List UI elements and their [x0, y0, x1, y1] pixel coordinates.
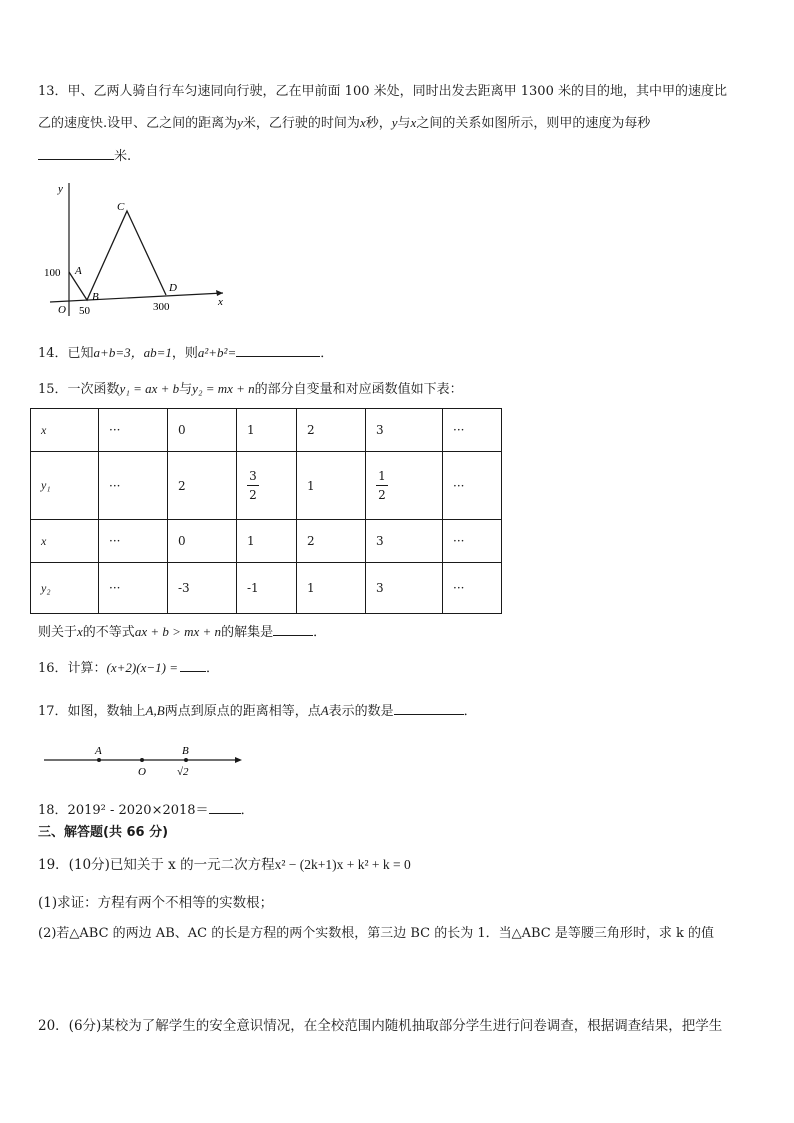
q19-part1: (1)求证：方程有两个不相等的实数根；	[38, 895, 274, 911]
table-cell	[237, 452, 297, 520]
q15-after-end: ．	[313, 625, 327, 640]
label-sqrt2: √2	[177, 766, 189, 778]
q15-line	[38, 379, 463, 400]
q14-cond1: a+b=3，	[93, 345, 144, 360]
table-cell: 1	[237, 520, 297, 563]
q19-prefix: 19．(10分)已知关于 x 的一元二次方程	[38, 857, 275, 873]
q19-part2: (2)若△ABC 的两边 AB、AC 的长是方程的两个实数根，第三边 BC 的长为 1．当△ABC 是等腰三角形时，求 k 的值	[38, 926, 715, 941]
table-cell: -3	[168, 563, 237, 614]
q13-text-f: 米.	[114, 149, 132, 164]
table-cell: ···	[443, 563, 502, 614]
table-cell: 3	[366, 520, 443, 563]
x-axis-line	[50, 293, 223, 302]
q15-table	[30, 408, 502, 614]
table-cell: ···	[99, 563, 168, 614]
label-A: A	[75, 265, 82, 277]
answer-blank[interactable]	[38, 145, 114, 160]
q15-suffix: 的部分自变量和对应函数值如下表：	[254, 382, 463, 397]
table-cell: ···	[443, 452, 502, 520]
answer-blank[interactable]	[180, 657, 206, 672]
q13-graph	[38, 180, 238, 320]
point-A	[97, 758, 101, 762]
table-cell: 0	[168, 520, 237, 563]
q13-text-e: 之间的关系如图所示，则甲的速度为每秒	[416, 116, 651, 131]
fraction-1-2: $\frac{1}{2}$	[376, 469, 388, 502]
q19-equation: x² − (2k+1)x + k² + k = 0	[274, 857, 411, 872]
q15-f1: y₁ = ax + b	[119, 381, 180, 396]
label-x-axis: x	[218, 296, 223, 308]
q13-text-d: 与	[397, 116, 411, 131]
q18-end: ．	[240, 803, 254, 818]
q13-line1: 13．甲、乙两人骑自行车匀速同向行驶，乙在甲前面 100 米处，同时出发去距离甲 1300 米的目的地，其中甲的速度比	[38, 84, 727, 99]
q13-text-b: 米，乙行驶的时间为	[242, 116, 360, 131]
table-row	[31, 520, 502, 563]
q15-after-x: x	[77, 624, 83, 639]
q14-prefix: 14．已知	[38, 346, 94, 361]
table-cell: 0	[168, 409, 237, 452]
number-line-arrow	[235, 757, 242, 763]
table-row	[31, 563, 502, 614]
q16-end: ．	[205, 661, 219, 676]
label-y-axis: y	[58, 183, 63, 195]
q17-mid: 两点到原点的距离相等，点	[164, 704, 321, 719]
table-cell: ···	[443, 409, 502, 452]
q15-after-c: 的解集是	[221, 625, 274, 640]
q17-number-line	[40, 740, 250, 780]
point-B	[184, 758, 188, 762]
q13-text-c: 秒，	[365, 116, 392, 131]
q17-line	[38, 700, 477, 722]
q14-end: ．	[320, 346, 334, 361]
q19-line	[38, 855, 411, 875]
q17-pts: A,B	[145, 703, 165, 718]
q13-text-a: 乙的速度快.设甲、乙之间的距离为	[38, 116, 238, 131]
q16-prefix: 16．计算：	[38, 661, 107, 676]
answer-blank[interactable]	[209, 799, 241, 814]
label-O: O	[138, 766, 146, 778]
answer-blank[interactable]	[394, 700, 464, 715]
q17-A: A	[320, 703, 329, 718]
label-C: C	[117, 201, 125, 213]
table-cell: x	[31, 520, 99, 563]
table-cell: 2	[168, 452, 237, 520]
label-300: 300	[153, 301, 170, 313]
fraction-3-2: $\frac{3}{2}$	[247, 469, 259, 502]
q15-ineq: ax + b > mx + n	[134, 624, 222, 639]
q15-after-b: 的不等式	[82, 625, 135, 640]
table-row	[31, 409, 502, 452]
q15-prefix: 15．一次函数	[38, 382, 120, 397]
q18-line	[38, 799, 254, 821]
answer-blank[interactable]	[273, 621, 313, 636]
table-cell: ···	[443, 520, 502, 563]
q16-line	[38, 657, 219, 679]
table-cell: 1	[237, 409, 297, 452]
q14-line	[38, 342, 333, 364]
q15-after-a: 则关于	[38, 625, 78, 640]
label-D: D	[169, 282, 177, 294]
table-cell	[366, 452, 443, 520]
table-cell: ···	[99, 452, 168, 520]
var-y: y	[237, 115, 243, 130]
label-A: A	[95, 745, 102, 757]
table-cell: y₂	[31, 563, 99, 614]
table-cell: ···	[99, 409, 168, 452]
answer-blank[interactable]	[236, 342, 320, 357]
q20-line: 20．(6分)某校为了解学生的安全意识情况，在全校范围内随机抽取部分学生进行问卷调查，根据调查结果，把学生	[38, 1018, 723, 1034]
q14-mid: ，则	[171, 346, 198, 361]
table-cell: 1	[297, 452, 366, 520]
var-x: x	[359, 115, 366, 130]
point-O	[140, 758, 144, 762]
graph-polyline	[69, 211, 166, 300]
var-y-2: y	[391, 115, 398, 130]
table-row	[31, 452, 502, 520]
q14-cond2: ab=1	[143, 345, 172, 360]
table-cell: 2	[297, 409, 366, 452]
q17-end: ．	[463, 704, 477, 719]
table-cell: ···	[99, 520, 168, 563]
table-cell: 2	[297, 520, 366, 563]
label-B: B	[92, 291, 99, 303]
q15-after	[38, 621, 326, 643]
q15-f2: y₂ = mx + n	[192, 381, 255, 396]
var-x-2: x	[410, 115, 417, 130]
q17-suffix: 表示的数是	[328, 704, 394, 719]
table-cell: 3	[366, 409, 443, 452]
q13-line2	[38, 113, 650, 134]
table-cell: y₁	[31, 452, 99, 520]
label-origin: O	[58, 304, 66, 316]
table-cell: 3	[366, 563, 443, 614]
table-cell: -1	[237, 563, 297, 614]
q18-text: 18．2019² - 2020×2018＝	[38, 803, 209, 818]
q13-line3	[38, 145, 131, 167]
table-cell: x	[31, 409, 99, 452]
table-cell: 1	[297, 563, 366, 614]
label-100: 100	[44, 267, 61, 279]
label-50: 50	[79, 305, 90, 317]
q16-expr: (x+2)(x−1) =	[106, 660, 178, 675]
q17-prefix: 17．如图，数轴上	[38, 704, 146, 719]
section-heading: 三、解答题(共 66 分)	[38, 825, 169, 840]
q14-expr: a²+b²=	[197, 345, 237, 360]
label-B: B	[182, 745, 189, 757]
q15-mid: 与	[179, 382, 193, 397]
